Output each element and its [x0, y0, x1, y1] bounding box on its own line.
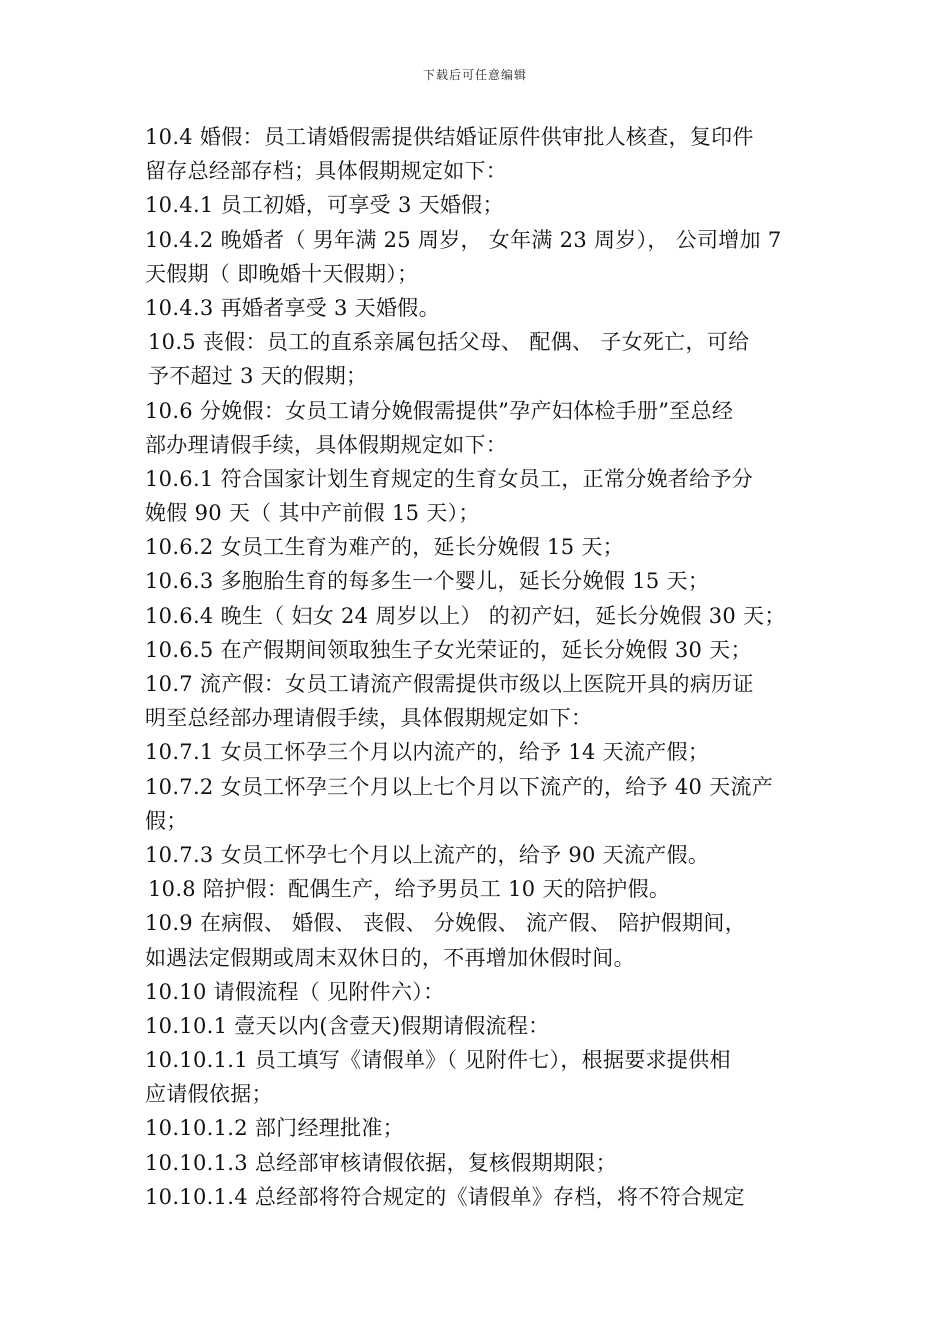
- text-line: 10.9 在病假、 婚假、 丧假、 分娩假、 流产假、 陪护假期间，: [145, 911, 747, 936]
- text-line: 10.5 丧假：员工的直系亲属包括父母、 配偶、 子女死亡，可给: [148, 330, 750, 355]
- text-line: 10.6 分娩假：女员工请分娩假需提供”孕产妇体检手册”至总经: [145, 398, 734, 423]
- text-line: 10.10.1 壹天以内(含壹天)假期请假流程：: [145, 1013, 550, 1038]
- text-line: 10.10.1.4 总经部将符合规定的《请假单》存档，将不符合规定: [145, 1184, 745, 1209]
- text-line: 天假期（ 即晚婚十天假期）；: [145, 261, 419, 286]
- text-line: 10.7.1 女员工怀孕三个月以内流产的，给予 14 天流产假；: [145, 740, 710, 765]
- text-line: 10.7.2 女员工怀孕三个月以上七个月以下流产的，给予 40 天流产: [145, 774, 774, 799]
- text-line: 予不超过 3 天的假期；: [148, 364, 368, 389]
- text-line: 10.6.3 多胞胎生育的每多生一个婴儿，延长分娩假 15 天；: [145, 569, 710, 594]
- text-line: 10.10.1.3 总经部审核请假依据，复核假期期限；: [145, 1150, 617, 1175]
- text-line: 10.6.4 晚生（ 妇女 24 周岁以上） 的初产妇，延长分娩假 30 天；: [145, 603, 786, 628]
- text-line: 娩假 90 天（ 其中产前假 15 天）；: [145, 501, 480, 526]
- document-body: [145, 120, 810, 1214]
- text-line: 如遇法定假期或周末双休日的，不再增加休假时间。: [145, 945, 635, 970]
- text-line: 10.7.3 女员工怀孕七个月以上流产的，给予 90 天流产假。: [145, 842, 710, 867]
- text-line: 10.4.1 员工初婚，可享受 3 天婚假；: [145, 193, 504, 218]
- text-line: 10.8 陪护假：配偶生产，给予男员工 10 天的陪护假。: [148, 877, 671, 902]
- text-line: 明至总经部办理请假手续，具体假期规定如下：: [145, 706, 593, 731]
- text-line: 10.4.2 晚婚者（ 男年满 25 周岁， 女年满 23 周岁）， 公司增加 7: [145, 227, 782, 252]
- text-line: 10.6.1 符合国家计划生育规定的生育女员工，正常分娩者给予分: [145, 466, 754, 491]
- text-line: 10.10.1.1 员工填写《请假单》（ 见附件七），根据要求提供相: [145, 1048, 731, 1073]
- text-line: 10.10.1.2 部门经理批准；: [145, 1116, 404, 1141]
- text-line: 10.10 请假流程（ 见附件六）：: [145, 979, 445, 1004]
- text-line: 留存总经部存档；具体假期规定如下：: [145, 159, 508, 184]
- text-line: 10.6.2 女员工生育为难产的，延长分娩假 15 天；: [145, 535, 624, 560]
- header-note: 下载后可任意编辑: [422, 68, 527, 82]
- text-line: 10.6.5 在产假期间领取独生子女光荣证的，延长分娩假 30 天；: [145, 637, 752, 662]
- text-line: 10.7 流产假：女员工请流产假需提供市级以上医院开具的病历证: [145, 672, 754, 696]
- text-line: 假；: [145, 808, 188, 833]
- text-line: 10.4.3 再婚者享受 3 天婚假。: [145, 295, 440, 320]
- text-line: 部办理请假手续，具体假期规定如下：: [145, 432, 508, 457]
- text-line: 10.4 婚假：员工请婚假需提供结婚证原件供审批人核查，复印件: [145, 125, 754, 149]
- text-line: 应请假依据；: [145, 1082, 273, 1107]
